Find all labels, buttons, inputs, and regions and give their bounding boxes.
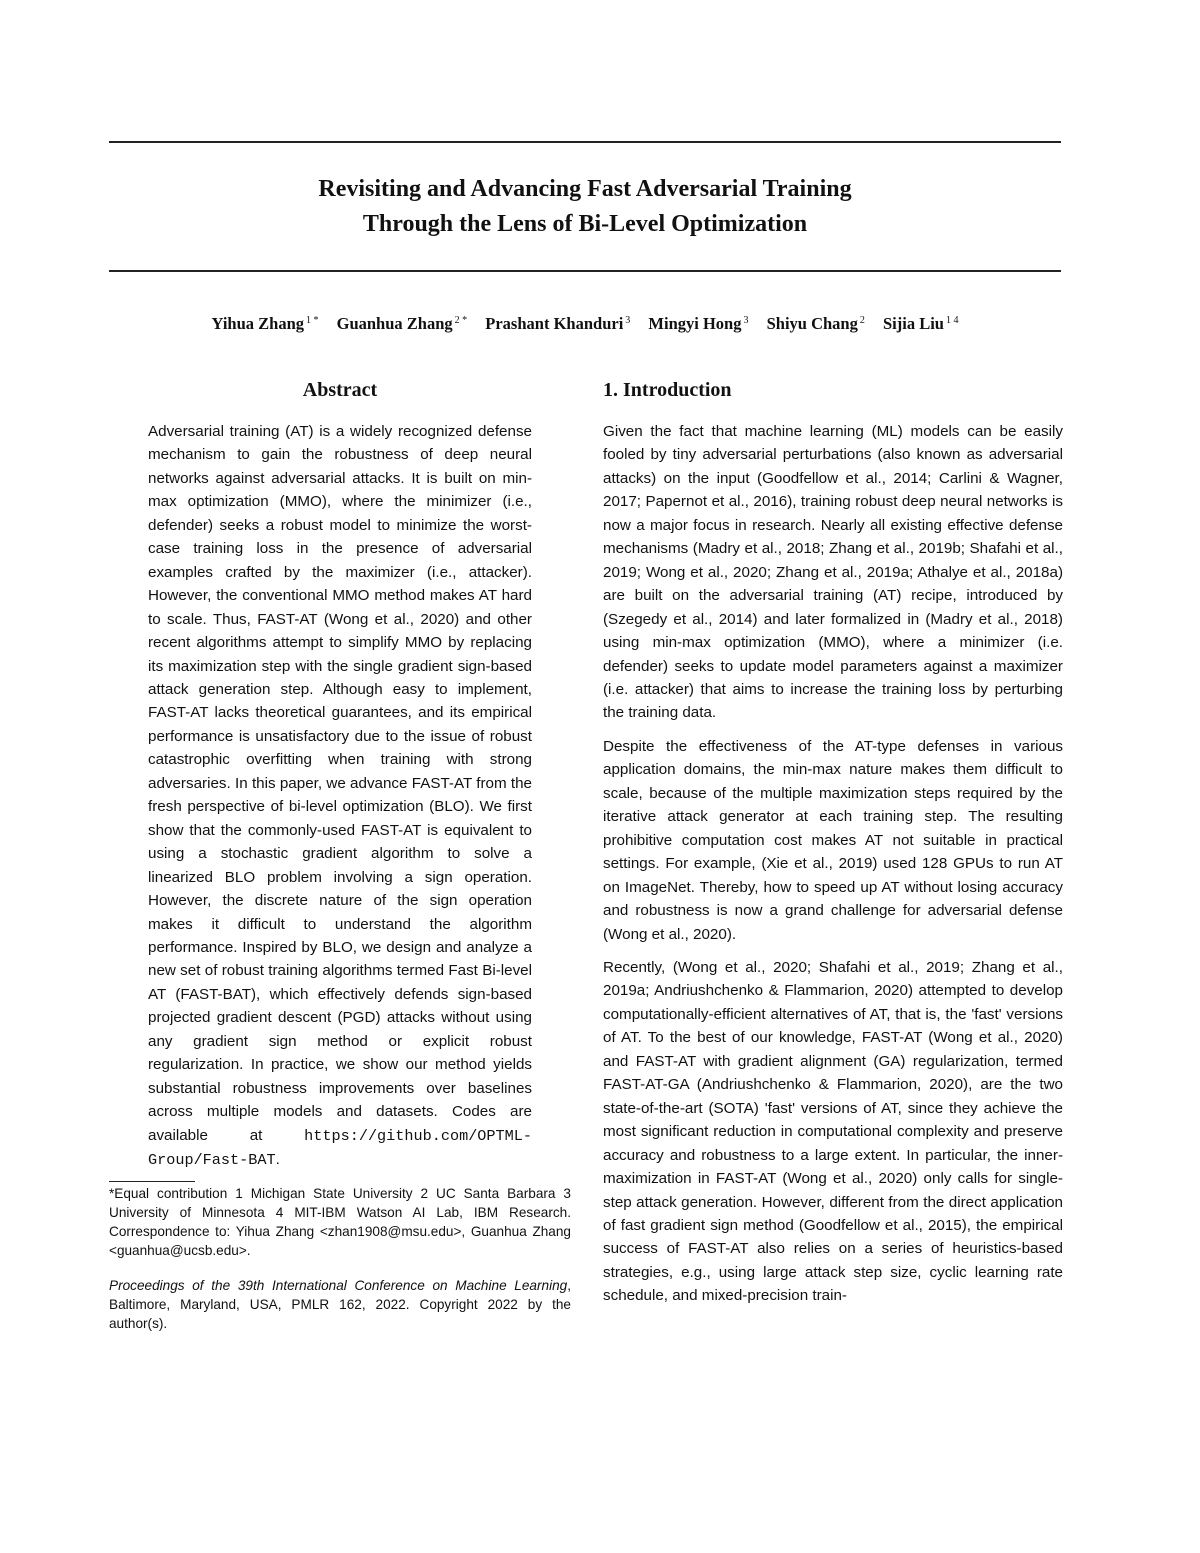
author-name: Prashant Khanduri xyxy=(485,314,624,333)
intro-paragraph: Despite the effectiveness of the AT-type defenses in various application domains, the min-max nature makes them difficult to scale, because of the multiple maximization steps required by the iterative attack generator at each training step. The resulting prohibitive computation cost makes AT not suitable in practical settings. For example, (Xie et al., 2019) used 128 GPUs to run AT on ImageNet. Thereby, how to speed up AT without losing accuracy and robustness is now a grand challenge for adversarial defense (Wong et al., 2020). xyxy=(603,737,1063,943)
author-affiliation-marks: 2 xyxy=(859,315,865,326)
abstract-body xyxy=(148,420,532,1173)
left-column xyxy=(109,376,571,1333)
intro-paragraph: Recently, (Wong et al., 2020; Shafahi et al., 2019; Zhang et al., 2019a; Andriushchenko & Flammarion, 2020) attempted to develop computationally-efficient alternatives of AT, that is, the 'fast' versions of AT. To the best of our knowledge, FAST-AT (Wong et al., 2020) and FAST-AT with gradient alignment (GA) regularization, termed FAST-AT-GA (Andriushchenko & Flammarion, 2020), are the two state-of-the-art (SOTA) 'fast' versions of AT, since they achieve the most significant reduction in computational complexity and preserve accuracy and robustness to a large extent. In particular, the inner-maximization in FAST-AT (Wong et al., 2020) only calls for single-step attack generation. However, different from the direct application of fast gradient sign method (Goodfellow et al., 2015), the empirical success of FAST-AT also relies on a series of heuristics-based strategies, e.g., using large attack step size, cyclic learning rate schedule, and mixed-precision train- xyxy=(603,958,1063,1305)
abstract-text: Adversarial training (AT) is a widely recognized defense mechanism to gain the robustness of deep neural networks against adversarial attacks. It is built on min-max optimization (MMO), where the minimizer (i.e., defender) seeks a robust model to minimize the worst-case training loss in the presence of adversarial examples crafted by the maximizer (i.e., attacker). However, the conventional MMO method makes AT hard to scale. Thus, FAST-AT (Wong et al., 2020) and other recent algorithms attempt to simplify MMO by replacing its maximization step with the single gradient sign-based attack generation step. Although easy to implement, FAST-AT lacks theoretical guarantees, and its empirical performance is unsatisfactory due to the issue of robust catastrophic overfitting when training with strong adversaries. In this paper, we advance FAST-AT from the fresh perspective of bi-level optimization (BLO). We first show that the commonly-used FAST-AT is equivalent to using a stochastic gradient algorithm to solve a linearized BLO problem involving a sign operation. However, the discrete nature of the sign operation makes it difficult to understand the algorithm performance. Inspired by BLO, we design and analyze a new set of robust training algorithms termed Fast Bi-level AT (FAST-BAT), which effectively defends sign-based projected gradient descent (PGD) attacks without using any gradient sign method or explicit robust regularization. In practice, we show our method yields substantial robustness improvements over baselines across multiple models and datasets. Codes are available at xyxy=(148,423,532,1144)
footnote-rule xyxy=(109,1181,195,1182)
intro-paragraph: Given the fact that machine learning (ML) models can be easily fooled by tiny adversarial perturbations (also known as adversarial attacks) on the input (Goodfellow et al., 2014; Carlini & Wagner, 2017; Papernot et al., 2016), training robust deep neural networks is now a major focus in research. Nearly all existing effective defense mechanisms (Madry et al., 2018; Zhang et al., 2019b; Shafahi et al., 2019; Wong et al., 2020; Zhang et al., 2019a; Athalye et al., 2018a) are built on the adversarial training (AT) recipe, introduced by (Szegedy et al., 2014) and later formalized in (Madry et al., 2018) using min-max optimization (MMO), where a minimizer (i.e. defender) seeks to update model parameters against a maximizer (i.e. attacker) that aims to increase the training loss by perturbing the training data. xyxy=(603,423,1063,722)
author xyxy=(212,314,319,333)
code-link[interactable]: https://github.com/OPTML-Group/Fast-BAT xyxy=(148,1126,532,1170)
author xyxy=(485,314,630,333)
author-affiliation-marks: 1 4 xyxy=(945,315,959,326)
footnote-proceedings xyxy=(109,1276,571,1333)
author-affiliation-marks: 3 xyxy=(625,315,631,326)
author-name: Sijia Liu xyxy=(882,314,944,333)
abstract-end: . xyxy=(275,1151,280,1169)
introduction-heading: 1. Introduction xyxy=(603,379,732,401)
title-line-2: Through the Lens of Bi-Level Optimization xyxy=(362,211,808,237)
author xyxy=(648,314,748,333)
right-column xyxy=(603,376,1063,1318)
paper-title xyxy=(109,172,1061,242)
author-name: Yihua Zhang xyxy=(211,314,304,333)
abstract-heading: Abstract xyxy=(302,379,378,401)
proceedings-details: , Baltimore, Maryland, USA, PMLR 162, 2022. Copyright 2022 by the author(s). xyxy=(109,1277,571,1331)
title-bottom-rule xyxy=(109,270,1061,272)
author-affiliation-marks: 2 * xyxy=(454,315,468,326)
proceedings-venue: Proceedings of the 39th International Conference on Machine Learning xyxy=(109,1277,568,1293)
introduction-body xyxy=(603,420,1063,1308)
author xyxy=(337,314,468,333)
footnote-affiliations: *Equal contribution 1 Michigan State University 2 UC Santa Barbara 3 University of Minnesota 4 MIT-IBM Watson AI Lab, IBM Research. Correspondence to: Yihua Zhang <zhan1908@msu.edu>, Guanhua Zhang <guanhua@ucsb.edu>. xyxy=(109,1185,571,1258)
title-top-rule xyxy=(109,141,1061,143)
author-name: Mingyi Hong xyxy=(648,314,742,333)
author-affiliation-marks: 1 * xyxy=(306,315,319,326)
author xyxy=(767,314,865,333)
author-name: Guanhua Zhang xyxy=(336,314,453,333)
author-name: Shiyu Chang xyxy=(766,314,858,333)
author-affiliation-marks: 3 xyxy=(743,315,749,326)
title-line-1: Revisiting and Advancing Fast Adversarial Training xyxy=(318,176,852,202)
author xyxy=(883,314,958,333)
author-list xyxy=(109,312,1061,336)
footnote xyxy=(109,1184,571,1333)
